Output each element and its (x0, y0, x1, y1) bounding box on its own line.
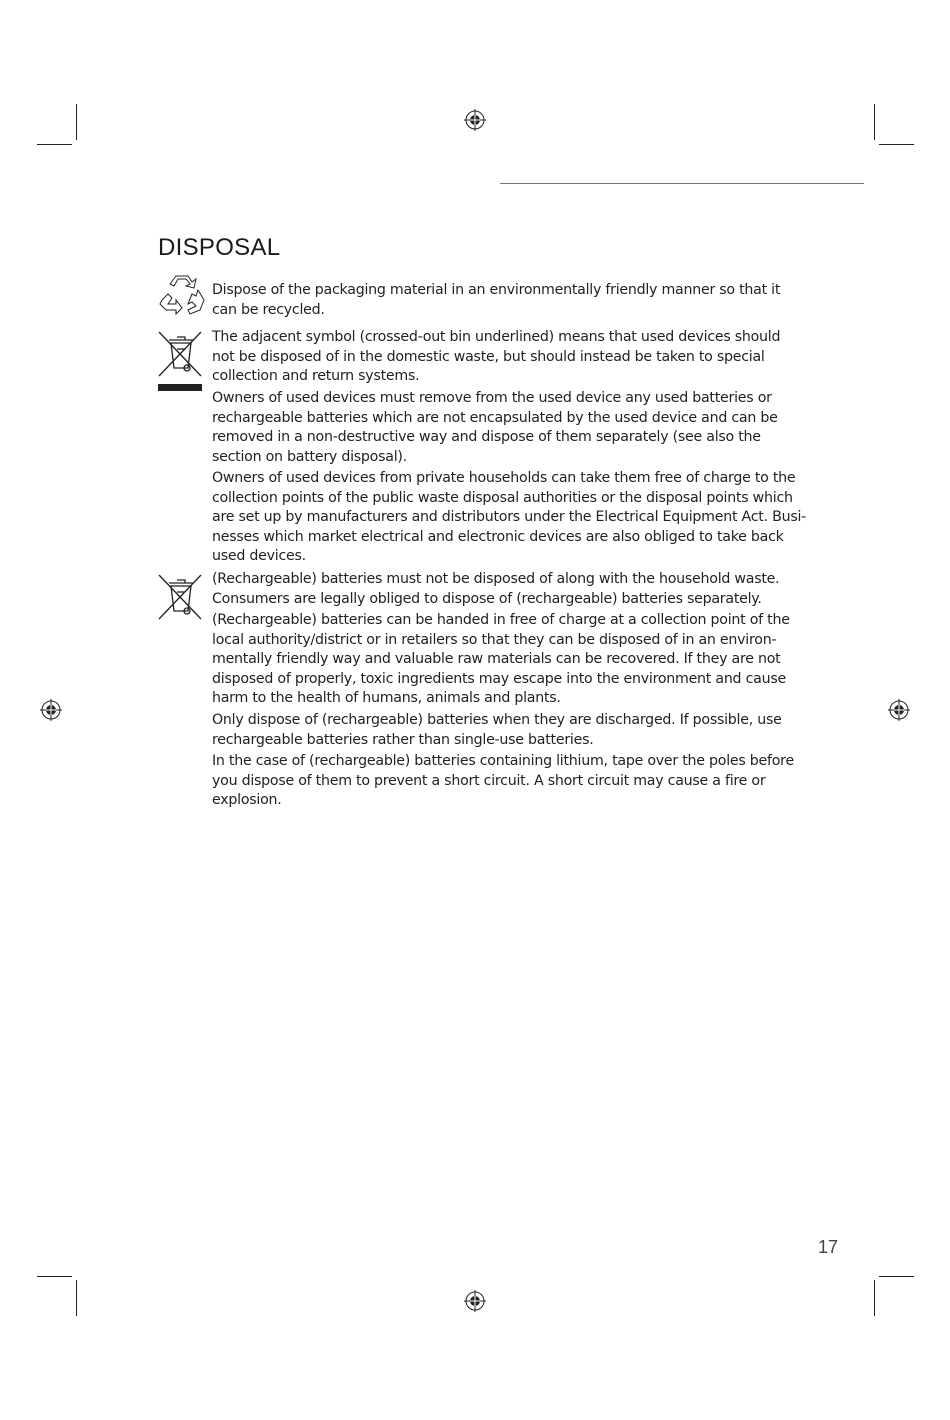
text-line: section on battery disposal). (212, 448, 407, 465)
crop-mark (874, 1280, 875, 1316)
text-line: local authority/district or in retailers so that they can be disposed of in an environ- (212, 631, 777, 648)
crop-mark (879, 144, 914, 145)
text-line: harm to the health of humans, animals and plants. (212, 690, 561, 707)
text-line: Owners of used devices must remove from the used device any used batteries or (212, 390, 772, 406)
crop-mark (37, 144, 72, 145)
text-line: collection and return systems. (212, 368, 420, 385)
paragraph (212, 328, 832, 387)
paragraph (212, 281, 832, 320)
paragraph (212, 469, 832, 567)
text-line: Consumers are legally obliged to dispose of (rechargeable) batteries separately. (212, 590, 762, 607)
recycle-icon (158, 274, 208, 320)
crossed-out-battery-bin-icon (157, 573, 203, 621)
registration-mark-icon (464, 1290, 486, 1312)
page-number: 17 (818, 1237, 839, 1257)
text-line: Owners of used devices from private households can take them free of charge to the (212, 470, 796, 486)
text-line: Only dispose of (rechargeable) batteries when they are discharged. If possible, use (212, 712, 782, 728)
crop-mark (37, 1276, 72, 1277)
crop-mark (874, 104, 875, 140)
text-line: disposed of properly, toxic ingredients may escape into the environment and cause (212, 670, 786, 687)
text-line: used devices. (212, 548, 306, 565)
text-line: (Rechargeable) batteries can be handed in free of charge at a collection point of the (212, 612, 790, 628)
paragraph (212, 570, 832, 609)
crop-mark (76, 1280, 77, 1316)
text-line: rechargeable batteries rather than single-use batteries. (212, 731, 594, 748)
text-line: not be disposed of in the domestic waste, but should instead be taken to special (212, 348, 765, 365)
paragraph (212, 611, 832, 709)
section-heading: DISPOSAL (158, 234, 281, 261)
registration-mark-icon (888, 699, 910, 721)
text-line: The adjacent symbol (crossed-out bin underlined) means that used devices should (212, 329, 781, 345)
text-line: In the case of (rechargeable) batteries containing lithium, tape over the poles before (212, 753, 794, 769)
crossed-out-bin-icon (157, 330, 203, 392)
text-line: (Rechargeable) batteries must not be disposed of along with the household waste. (212, 571, 780, 587)
text-line: can be recycled. (212, 301, 325, 318)
crop-mark (879, 1276, 914, 1277)
paragraph (212, 711, 832, 750)
text-line: collection points of the public waste disposal authorities or the disposal points which (212, 489, 793, 506)
text-line: mentally friendly way and valuable raw materials can be recovered. If they are not (212, 651, 781, 668)
text-line: explosion. (212, 792, 282, 809)
paragraph (212, 389, 832, 467)
header-rule (500, 183, 864, 184)
text-line: you dispose of them to prevent a short circuit. A short circuit may cause a fire or (212, 772, 766, 789)
text-line: Dispose of the packaging material in an environmentally friendly manner so that it (212, 282, 781, 298)
text-line: are set up by manufacturers and distributors under the Electrical Equipment Act. Busi- (212, 509, 807, 526)
crop-mark (76, 104, 77, 140)
registration-mark-icon (40, 699, 62, 721)
registration-mark-icon (464, 109, 486, 131)
text-line: nesses which market electrical and electronic devices are also obliged to take back (212, 528, 784, 545)
text-line: removed in a non-destructive way and dispose of them separately (see also the (212, 429, 761, 446)
paragraph (212, 752, 832, 811)
text-line: rechargeable batteries which are not encapsulated by the used device and can be (212, 409, 778, 426)
